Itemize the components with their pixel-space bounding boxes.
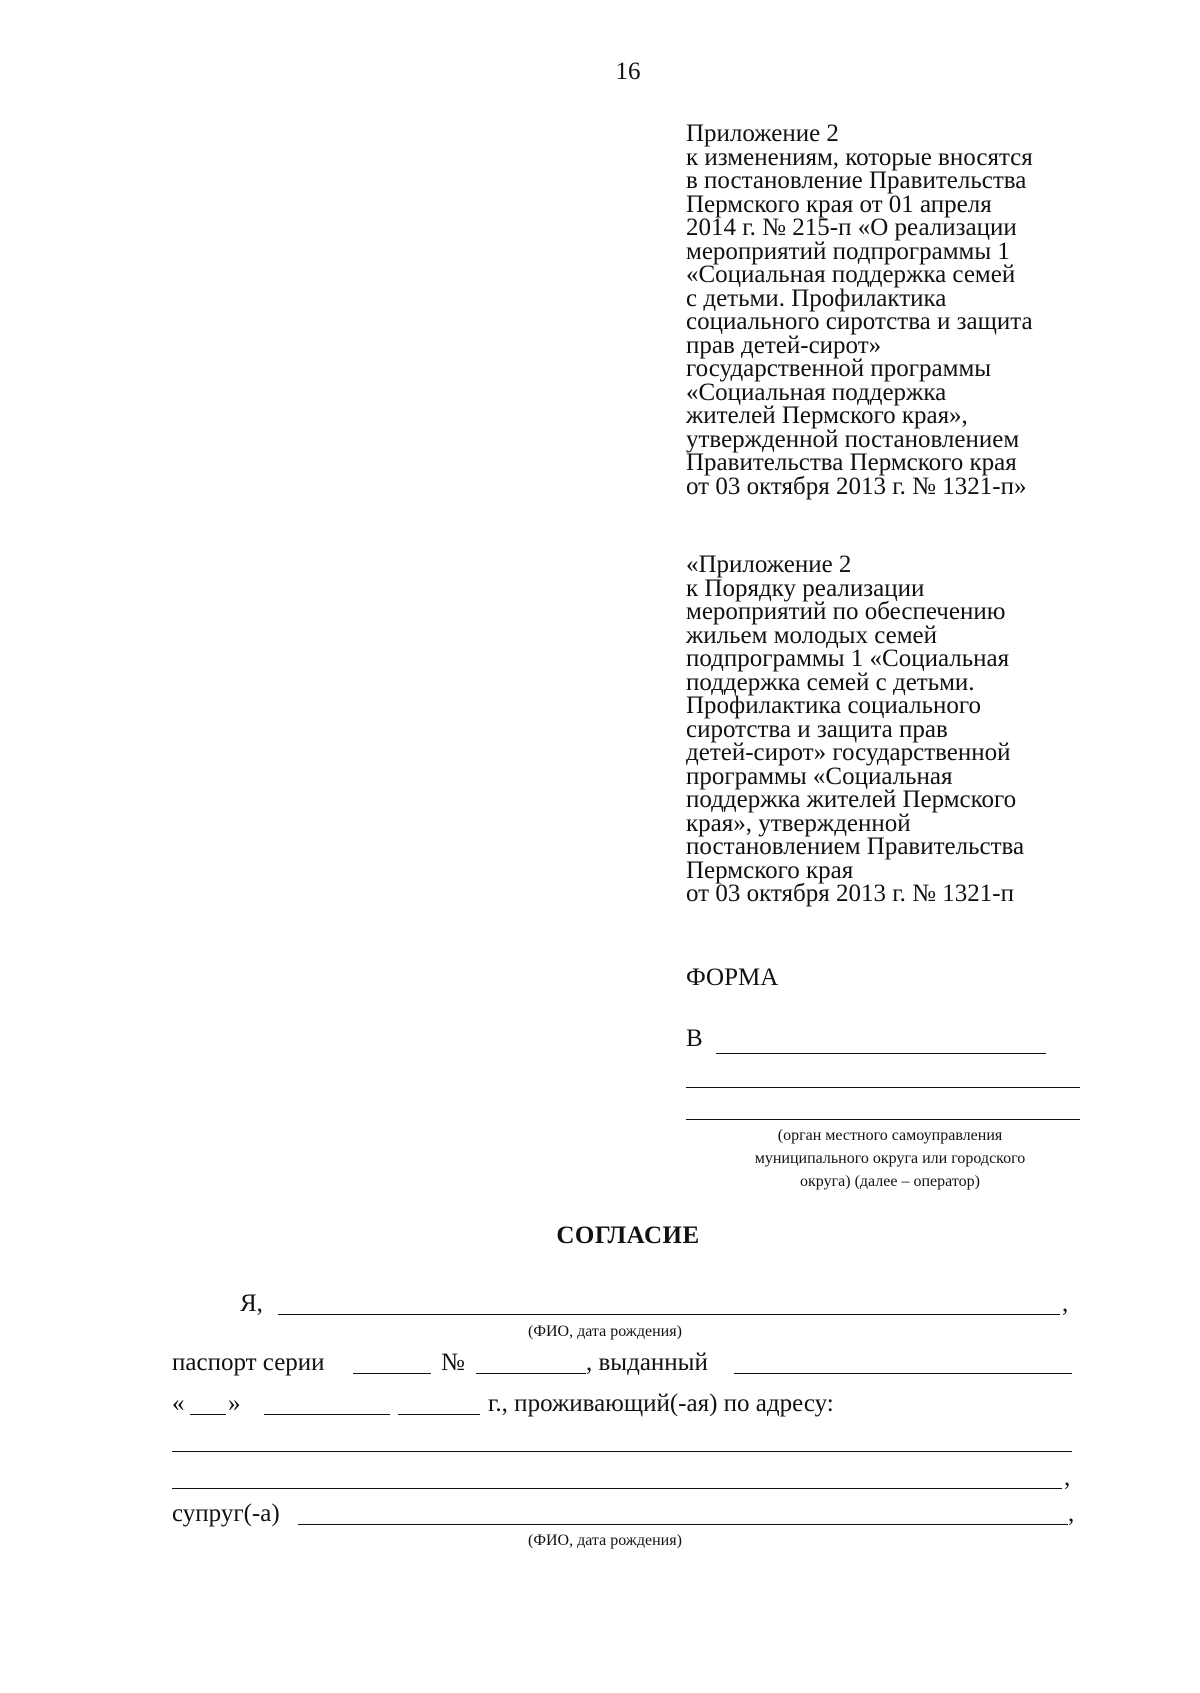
spouse-comma: ,: [1068, 1500, 1075, 1527]
recipient-note-line: округа) (далее – оператор): [800, 1173, 980, 1190]
order-appendix-line: мероприятий по обеспечению: [686, 598, 1006, 625]
recipient-prefix: В: [686, 1025, 703, 1052]
recipient-note-line: муниципального округа или городского: [754, 1150, 1026, 1167]
order-appendix-line: «Приложение 2: [686, 551, 852, 578]
order-appendix-line: жильем молодых семей: [686, 621, 938, 649]
order-appendix-line: края», утвержденной: [686, 809, 911, 837]
appendix-header-line: от 03 октября 2013 г. № 1321-п»: [686, 472, 1027, 500]
order-appendix-line: поддержка жителей Пермского: [686, 786, 1017, 813]
appendix-header-line: 2014 г. № 215-п «О реализации: [686, 214, 1017, 241]
document-title: СОГЛАСИЕ: [556, 1222, 700, 1249]
appendix-header-line: Правительства Пермского края: [686, 449, 1017, 476]
appendix-header-line: социального сиротства и защита: [686, 308, 1033, 335]
spouse-fio-caption: (ФИО, дата рождения): [528, 1532, 682, 1549]
appendix-header-line: с детьми. Профилактика: [686, 284, 947, 312]
order-appendix-header: [686, 553, 1126, 906]
appendix-header-line: к изменениям, которые вносятся: [686, 143, 1033, 171]
order-appendix-line: от 03 октября 2013 г. № 1321-п: [686, 880, 1014, 907]
issued-by-field[interactable]: [734, 1373, 1072, 1374]
issue-month-field[interactable]: [264, 1414, 390, 1415]
address-field-1[interactable]: [172, 1451, 1072, 1452]
residing-label: г., проживающий(-ая) по адресу:: [488, 1390, 834, 1417]
address-field-2[interactable]: [172, 1488, 1062, 1489]
appendix-header-line: утвержденной постановлением: [686, 425, 1020, 453]
appendix-header-line: Приложение 2: [686, 120, 839, 147]
passport-number-sign: №: [441, 1349, 465, 1376]
issued-label: , выданный: [586, 1349, 708, 1376]
recipient-field-2[interactable]: [686, 1087, 1080, 1088]
order-appendix-line: сиротства и защита прав: [686, 715, 948, 743]
appendix-header-line: в постановление Правительства: [686, 167, 1027, 194]
order-appendix-line: программы «Социальная: [686, 762, 953, 790]
recipient-note: [690, 1124, 1090, 1193]
fio-field[interactable]: [278, 1314, 1060, 1315]
spouse-label: супруг(-а): [172, 1500, 280, 1527]
order-appendix-line: поддержка семей с детьми.: [686, 668, 975, 696]
recipient-field-3[interactable]: [686, 1119, 1080, 1120]
fio-caption: (ФИО, дата рождения): [528, 1323, 682, 1340]
passport-number-field[interactable]: [476, 1373, 586, 1374]
fio-comma: ,: [1062, 1290, 1069, 1317]
address-comma: ,: [1064, 1464, 1071, 1491]
recipient-field-1[interactable]: [716, 1053, 1046, 1054]
recipient-note-line: (орган местного самоуправления: [777, 1127, 1003, 1144]
i-label: Я,: [240, 1290, 263, 1317]
appendix-header-line: мероприятий подпрограммы 1: [686, 237, 1010, 265]
form-label: ФОРМА: [686, 964, 779, 991]
passport-series-label: паспорт серии: [172, 1349, 325, 1376]
appendix-header-line: «Социальная поддержка: [686, 378, 947, 406]
order-appendix-line: детей-сирот» государственной: [686, 739, 1011, 766]
spouse-fio-field[interactable]: [298, 1524, 1068, 1525]
order-appendix-line: Профилактика социального: [686, 692, 981, 719]
page-number: 16: [615, 58, 641, 85]
appendix-header-line: жителей Пермского края»,: [686, 402, 968, 429]
order-appendix-line: к Порядку реализации: [686, 574, 925, 602]
order-appendix-line: постановлением Правительства: [686, 833, 1025, 860]
passport-series-field[interactable]: [353, 1373, 431, 1374]
appendix-header-line: прав детей-сирот»: [686, 331, 882, 359]
date-close-quote: »: [228, 1390, 241, 1417]
issue-day-field[interactable]: [190, 1414, 226, 1415]
appendix-header-line: «Социальная поддержка семей: [686, 261, 1016, 288]
appendix-header-line: Пермского края от 01 апреля: [686, 190, 992, 218]
appendix-header: [686, 122, 1126, 498]
issue-year-field[interactable]: [398, 1414, 480, 1415]
appendix-header-line: государственной программы: [686, 355, 992, 382]
order-appendix-line: Пермского края: [686, 856, 854, 884]
date-open-quote: «: [172, 1390, 185, 1417]
order-appendix-line: подпрограммы 1 «Социальная: [686, 645, 1010, 672]
